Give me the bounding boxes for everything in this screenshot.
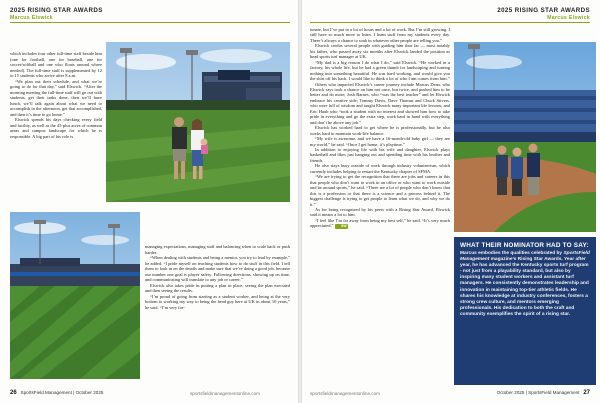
paragraph: Elswick credits several people with guiding him thus far — most notably his father, who passed away six months after Elswick landed the position as head sports turf manager at UK. [310,43,450,60]
publication-line: October 2025 | SportsField Management [496,390,580,395]
right-col1-text [310,27,450,384]
end-mark: SW [335,224,349,229]
website-link[interactable]: sportsfieldmanagementonline.com [310,391,380,396]
right-footer [497,390,590,396]
nominator-quote-box [454,237,596,385]
paragraph: As for being recognized by his peers with a Rising Star Award, Elswick said it means a lot to him. [310,206,450,218]
paragraph: Others who impacted Elswick’s career journey include Marcus Dean, who Elswick says took a chance on him not once, but twice, and pushed him to be better and do more; Josh Barnes, who “was the best teacher” and let Elswick embrace his creative side; Tommy Davis, Dave Thomas and Chuck Stivers, who were full of wisdom and taught Elswick many important life lessons; and Eric Haub who “took a student with no interest and showed him how to take pride in everything and go the extra step, work hard in hand with everything and don’t be above any job.” [310,81,450,125]
family-on-baseball-field-photo [106,42,290,202]
paragraph: He also stays busy outside of work through industry volunteerism, which currently includes helping to restart the Kentucky chapter of SFMA. [310,163,450,174]
paragraph: Elswick spends his days checking every field and facility, as well as the 45-plus acres of common areas and campus landscape for which he is responsible. A big part of his role is [10,117,102,139]
paragraph: Elswick has worked hard to get where he is professionally, but he also works hard to maintain work-life balance. [310,125,450,136]
crew-on-baseball-infield-photo [454,42,596,232]
paragraph: which includes four other full-time staff beside him (one for football, one for baseball, one for soccer/softball and one who floats around where needed). The full-time staff is supplemented by 12 to 15 students who arrive after 8 a.m. [10,51,102,78]
header-award-title: 2025 RISING STAR AWARDS [10,7,103,14]
paragraph: tunate, but I’ve put in a lot of hours and a lot of work. But I’m still growing. I still have so much more to learn. I learn stuff from my students every day. There’s always a chance to soak in whatever other people are telling you.” [310,27,450,43]
paragraph: “We plan out their schedule, and what we’re going to do for that day,” said Elswick. “After the morning meeting the full-time staff will go out with students, get their tasks done, then we’ll have lunch, we’ll talk again about what we need to accomplish in the afternoon, get that accomplished, and then it’s time to go home.” [10,78,102,117]
nominator-text-after: magazine’s Rising Star Awards. Year after year, he has advanced the Kentucky sports turf program - not just from a playability standard, but also by inspiring many student workers and assistant turf managers. He consistently demonstrates leadership and innovation in maintaining top-tier athletic fields. He shares his knowledge at industry conferences, fosters a strong crew culture, and mentors emerging professionals. His dedication to both the craft and community exemplifies the spirit of a rising star. [460,257,589,317]
paragraph: “My wife is awesome, and we have a 16-month-old baby girl — they are my world,” he said. “Once I get home, it’s playtime.” [310,136,450,147]
left-footer [10,390,103,396]
header-rule [10,22,290,23]
closing-quote: “I feel like I’m far away from being my best self,” he said. “It’s very much appreciated.” [310,217,450,229]
page-number: 27 [583,390,590,396]
header-honoree: Marcus Elswick [10,14,53,21]
left-col1-text [10,51,102,211]
right-page [302,0,600,403]
nominator-title: WHAT THEIR NOMINATOR HAD TO SAY: [460,242,589,249]
right-footer-url[interactable] [310,391,380,396]
left-col2-text [145,244,290,380]
paragraph: In addition to enjoying life with his wife and daughter, Elswick plays basketball and likes just hanging out and spending time with his brother and friends. [310,146,450,163]
header-rule [310,22,590,23]
paragraph: “I’m proud of going from starting as a student worker, and being at the very bottom to working my way to being the head guy here at UK in about 10 years,” he said. “I’m very for- [145,293,290,310]
stadium-field-stripes-photo [10,212,140,379]
paragraph: “My dad is a big reason I do what I do,” said Elswick. “He worked in a factory, his whole life, but he had a green thumb for landscaping and turning nothing into something beautiful. He was hard working, and would give you the shirt off his back. I would like to think a lot of who I am comes from him.” [310,59,450,82]
nominator-text-before: Marcus embodies the qualities celebrated by [460,251,564,256]
paragraph: Elswick also takes pride in putting a plan in place, seeing the plan executed and then seeing the results. [145,282,290,293]
magazine-name: SportsField Management [460,251,590,263]
paragraph: “We are trying to get the recognition that there are jobs and careers in this that people who don’t want to work in an office or who want to work outside and be around sports,” he said. “There are a lot of people who don’t know that this is a profession or that there is a science and a process behind it. The biggest challenge is trying to get people to learn what we do, and why we do it.” [310,174,450,207]
left-footer-url[interactable] [190,391,260,396]
nominator-body [460,251,590,318]
paragraph: “When dealing with students and being a mentor, you try to lead by example,” he added. “I pride myself on teaching students how to do stuff in this field. I tell them to look in on the details and make sure that we’re doing a good job, because our number one goal is player safety. Following directions, showing up on time, and communicating will translate to any job or career.” [145,255,290,282]
website-link[interactable]: sportsfieldmanagementonline.com [190,391,260,396]
header-award-title: 2025 RISING STAR AWARDS [497,7,590,14]
paragraph [310,218,450,229]
left-page [0,0,298,403]
header-honoree: Marcus Elswick [547,14,590,21]
paragraph: managing expectations, managing staff and balancing when to scale back or push harder. [145,244,290,255]
publication-line: SportsField Management | October 2025 [20,390,104,395]
page-number: 26 [10,390,17,396]
